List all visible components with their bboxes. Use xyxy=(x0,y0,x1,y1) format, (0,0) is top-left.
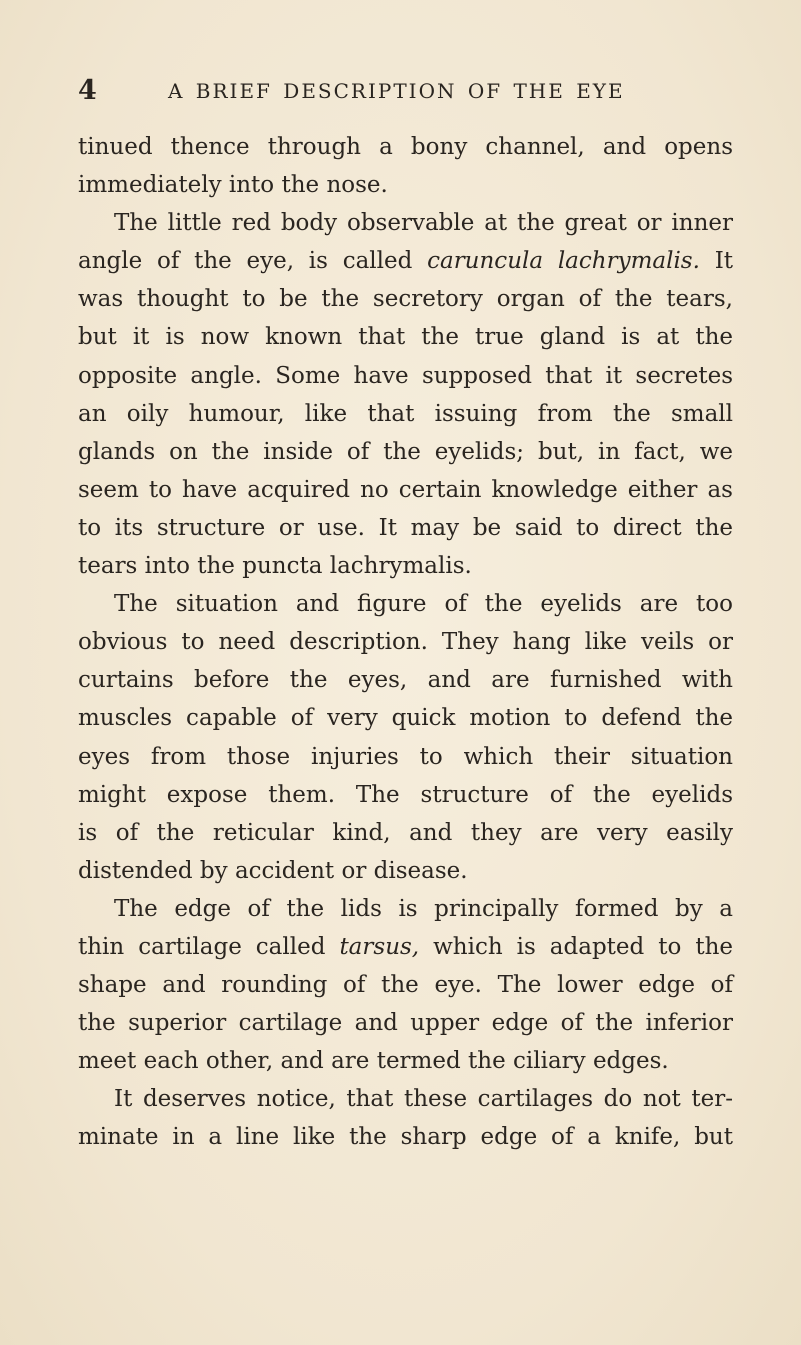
text-line: obvious to need description. They hang like veils or xyxy=(78,629,733,656)
latin-term: tarsus, xyxy=(339,933,420,960)
text-line: curtains before the eyes, and are furnished with xyxy=(78,667,733,694)
text-line: immediately into the nose. xyxy=(78,172,388,199)
text-line: but it is now known that the true gland is at the xyxy=(78,324,733,351)
paragraph-start-line: It deserves notice, that these cartilages do not ter- xyxy=(114,1086,733,1113)
text-line: tears into the puncta lachrymalis. xyxy=(78,553,472,580)
text-line: muscles capable of very quick motion to defend the xyxy=(78,705,733,732)
text-line: was thought to be the secretory organ of the tears, xyxy=(78,286,733,313)
page-number: 4 xyxy=(78,75,97,106)
text-line: distended by accident or disease. xyxy=(78,857,468,884)
running-head: A BRIEF DESCRIPTION OF THE EYE xyxy=(168,79,625,103)
text-line: tinued thence through a bony channel, and opens xyxy=(78,134,733,160)
text-line: glands on the inside of the eyelids; but, in fact, we xyxy=(78,438,733,465)
text-line: an oily humour, like that issuing from the small xyxy=(78,400,733,427)
text-line: to its structure or use. It may be said to direct the xyxy=(78,514,733,541)
page-header xyxy=(78,73,733,109)
text-line: thin cartilage called tarsus, which is adapted to the xyxy=(78,933,733,960)
text-line: opposite angle. Some have supposed that it secretes xyxy=(78,362,733,389)
text-line: angle of the eye, is called caruncula lachrymalis. It xyxy=(78,248,734,275)
text-line: shape and rounding of the eye. The lower edge of xyxy=(78,972,733,999)
paragraph-start-line: The little red body observable at the great or inner xyxy=(114,210,733,237)
latin-term: caruncula lachrymalis. xyxy=(427,248,700,275)
text-line: the superior cartilage and upper edge of the inferior xyxy=(78,1010,733,1037)
text-line: meet each other, and are termed the ciliary edges. xyxy=(78,1048,669,1075)
text-line: eyes from those injuries to which their situation xyxy=(78,743,733,770)
text-line: minate in a line like the sharp edge of a knife, but xyxy=(78,1124,733,1151)
text-line: might expose them. The structure of the eyelids xyxy=(78,781,733,808)
text-line: seem to have acquired no certain knowledge either as xyxy=(78,476,733,503)
paragraph-start-line: The edge of the lids is principally formed by a xyxy=(114,895,733,922)
paragraph-start-line: The situation and figure of the eyelids are too xyxy=(114,591,733,618)
text-line: is of the reticular kind, and they are very easily xyxy=(78,819,733,846)
body-text xyxy=(78,128,733,1157)
